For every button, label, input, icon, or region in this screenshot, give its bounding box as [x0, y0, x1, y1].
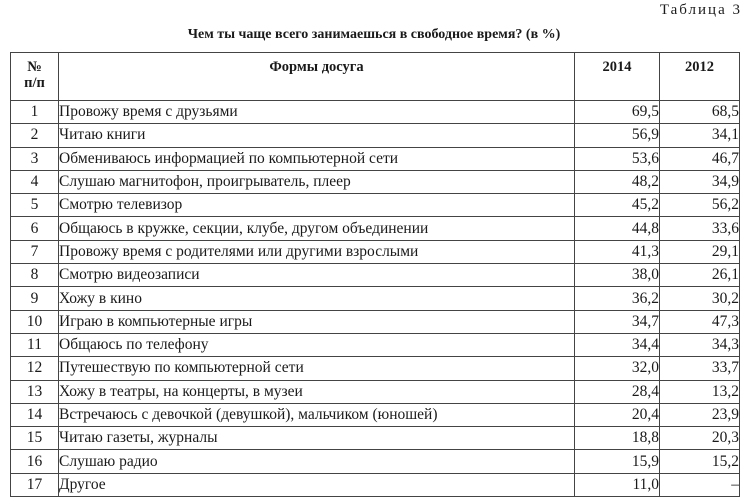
row-number: 3	[11, 147, 59, 170]
table-number-label: Таблица 3	[659, 2, 742, 18]
row-number: 5	[11, 194, 59, 217]
row-value-2014: 69,5	[575, 101, 660, 124]
row-value-2014: 53,6	[575, 147, 660, 170]
row-leisure-form: Хожу в театры, на концерты, в музеи	[59, 380, 575, 403]
row-value-2012: 33,6	[660, 217, 740, 240]
row-value-2012: 30,2	[660, 287, 740, 310]
row-value-2012: 47,3	[660, 310, 740, 333]
row-number: 10	[11, 310, 59, 333]
leisure-table	[10, 52, 740, 497]
row-leisure-form: Читаю книги	[59, 124, 575, 147]
row-leisure-form: Читаю газеты, журналы	[59, 427, 575, 450]
row-value-2014: 34,7	[575, 310, 660, 333]
table-row	[11, 380, 740, 403]
row-leisure-form: Путешествую по компьютерной сети	[59, 357, 575, 380]
table-row	[11, 450, 740, 473]
row-value-2012: 20,3	[660, 427, 740, 450]
table-row	[11, 357, 740, 380]
table-row	[11, 333, 740, 356]
table-row	[11, 147, 740, 170]
row-number: 16	[11, 450, 59, 473]
table-row	[11, 264, 740, 287]
row-leisure-form: Смотрю телевизор	[59, 194, 575, 217]
row-number: 12	[11, 357, 59, 380]
row-number: 4	[11, 170, 59, 193]
row-leisure-form: Смотрю видеозаписи	[59, 264, 575, 287]
row-leisure-form: Обмениваюсь информацией по компьютерной сети	[59, 147, 575, 170]
row-value-2014: 56,9	[575, 124, 660, 147]
header-row	[11, 53, 740, 101]
header-number	[11, 53, 59, 101]
row-leisure-form: Общаюсь по телефону	[59, 333, 575, 356]
row-number: 6	[11, 217, 59, 240]
row-value-2014: 11,0	[575, 473, 660, 496]
row-leisure-form: Провожу время с родителями или другими взрослыми	[59, 240, 575, 263]
table-row	[11, 473, 740, 496]
row-number: 13	[11, 380, 59, 403]
table-row	[11, 310, 740, 333]
table-title: Чем ты чаще всего занимаешься в свободное время? (в %)	[187, 27, 561, 42]
row-number: 2	[11, 124, 59, 147]
row-leisure-form: Провожу время с друзьями	[59, 101, 575, 124]
row-number: 1	[11, 101, 59, 124]
header-number-abbr: п/п	[24, 75, 45, 91]
row-leisure-form: Хожу в кино	[59, 287, 575, 310]
row-value-2014: 18,8	[575, 427, 660, 450]
table-row	[11, 124, 740, 147]
row-number: 8	[11, 264, 59, 287]
row-value-2012: 46,7	[660, 147, 740, 170]
row-value-2014: 15,9	[575, 450, 660, 473]
header-year-2014: 2014	[575, 53, 660, 101]
table-row	[11, 403, 740, 426]
row-leisure-form: Другое	[59, 473, 575, 496]
row-value-2012: 33,7	[660, 357, 740, 380]
row-leisure-form: Слушаю магнитофон, проигрыватель, плеер	[59, 170, 575, 193]
row-value-2012: 34,9	[660, 170, 740, 193]
row-value-2012: 34,3	[660, 333, 740, 356]
row-leisure-form: Слушаю радио	[59, 450, 575, 473]
row-value-2012: 56,2	[660, 194, 740, 217]
row-value-2012: 15,2	[660, 450, 740, 473]
row-value-2012: 34,1	[660, 124, 740, 147]
table-row	[11, 101, 740, 124]
row-value-2014: 48,2	[575, 170, 660, 193]
row-value-2014: 45,2	[575, 194, 660, 217]
row-value-2014: 44,8	[575, 217, 660, 240]
header-year-2012: 2012	[660, 53, 740, 101]
row-value-2012: 13,2	[660, 380, 740, 403]
table-row	[11, 217, 740, 240]
row-value-2014: 32,0	[575, 357, 660, 380]
row-value-2014: 41,3	[575, 240, 660, 263]
header-leisure-form: Формы досуга	[59, 53, 575, 101]
row-value-2014: 20,4	[575, 403, 660, 426]
row-value-2014: 36,2	[575, 287, 660, 310]
table-row	[11, 287, 740, 310]
table-row	[11, 194, 740, 217]
row-value-2012: 26,1	[660, 264, 740, 287]
row-value-2014: 28,4	[575, 380, 660, 403]
row-value-2012: 29,1	[660, 240, 740, 263]
row-number: 9	[11, 287, 59, 310]
row-number: 7	[11, 240, 59, 263]
row-value-2012: –	[660, 473, 740, 496]
row-leisure-form: Играю в компьютерные игры	[59, 310, 575, 333]
table-row	[11, 427, 740, 450]
table-row	[11, 170, 740, 193]
row-number: 17	[11, 473, 59, 496]
row-value-2012: 23,9	[660, 403, 740, 426]
table-row	[11, 240, 740, 263]
row-number: 15	[11, 427, 59, 450]
row-number: 14	[11, 403, 59, 426]
table-body	[11, 101, 740, 497]
row-leisure-form: Общаюсь в кружке, секции, клубе, другом объединении	[59, 217, 575, 240]
row-value-2012: 68,5	[660, 101, 740, 124]
row-value-2014: 34,4	[575, 333, 660, 356]
row-value-2014: 38,0	[575, 264, 660, 287]
header-number-sign: №	[27, 59, 42, 75]
row-leisure-form: Встречаюсь с девочкой (девушкой), мальчиком (юношей)	[59, 403, 575, 426]
row-number: 11	[11, 333, 59, 356]
